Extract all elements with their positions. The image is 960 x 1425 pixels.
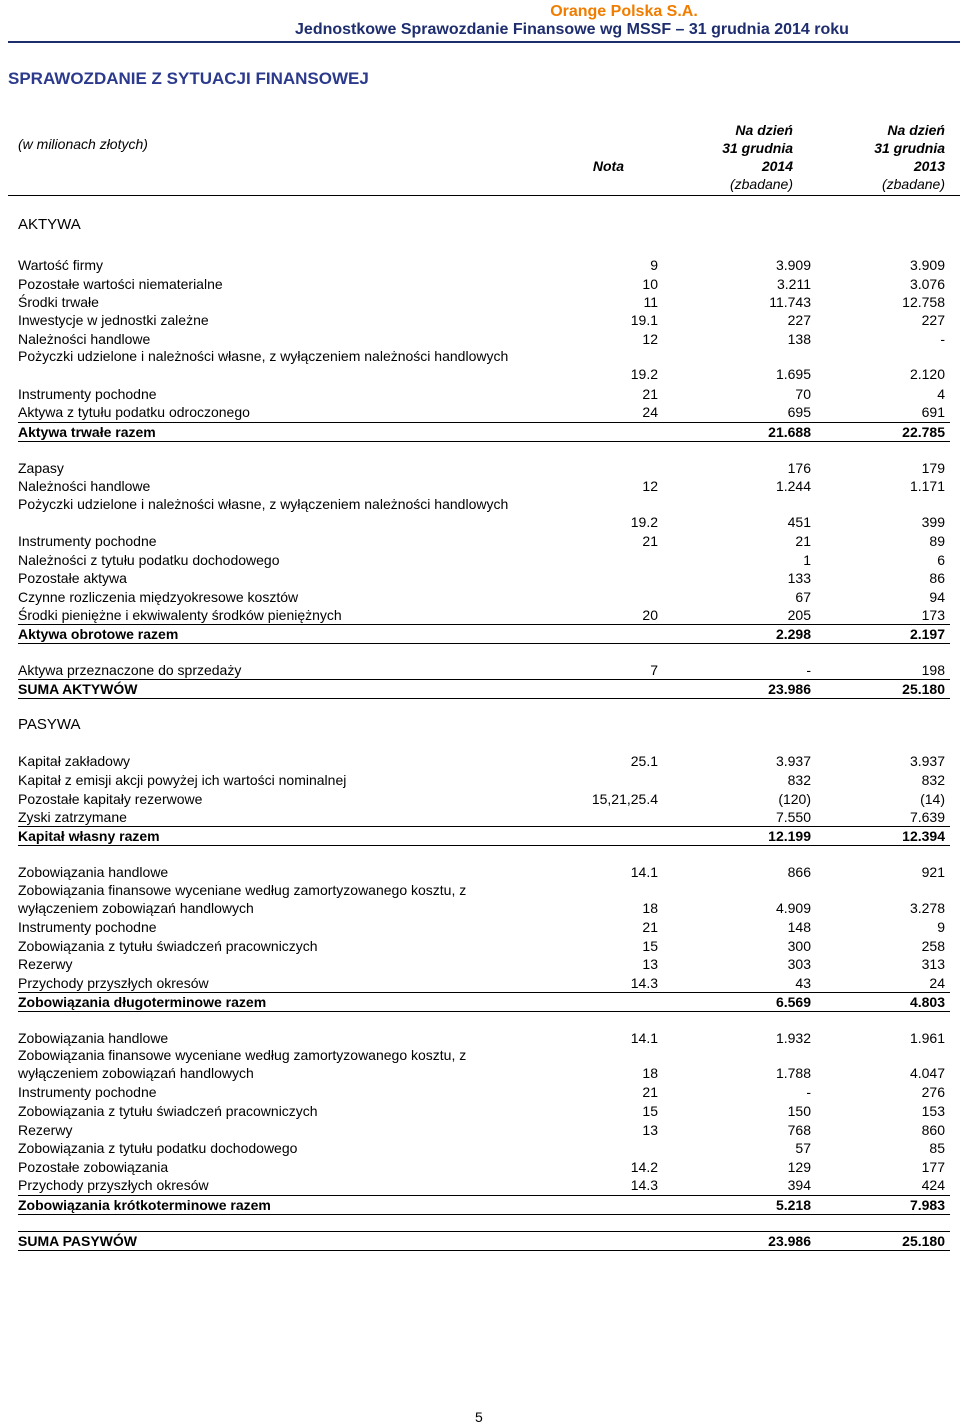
table-row	[18, 385, 950, 403]
total-row	[18, 992, 950, 1012]
row-label: Zobowiązania z tytułu świadczeń pracowniczych	[18, 1103, 318, 1119]
row-value-2013: (14)	[920, 791, 945, 807]
row-label: Instrumenty pochodne	[18, 919, 157, 935]
row-value-2013: 4.047	[909, 1065, 945, 1081]
column-headers	[8, 122, 952, 194]
table-row	[18, 1139, 950, 1157]
row-label: Pozostałe kapitały rezerwowe	[18, 791, 203, 807]
row-value-2014: 2.298	[775, 626, 811, 642]
table-row	[18, 459, 950, 477]
table-row	[18, 311, 950, 329]
row-value-2014: 1.932	[775, 1030, 811, 1046]
row-value-2013: 313	[921, 956, 945, 972]
row-note: 21	[642, 919, 658, 935]
row-value-2014: 832	[787, 772, 811, 788]
table-row	[18, 1158, 950, 1176]
row-value-2014: 129	[787, 1159, 811, 1175]
row-value-2014: 768	[787, 1122, 811, 1138]
row-value-2013: 3.937	[909, 753, 945, 769]
row-note: 19.2	[630, 514, 658, 530]
row-value-2013: 173	[921, 607, 945, 623]
table-row	[18, 863, 950, 881]
row-value-2013: 24	[929, 975, 945, 991]
table-row	[18, 256, 950, 274]
table-row	[18, 771, 950, 789]
row-value-2013: 7.983	[909, 1197, 945, 1213]
row-label: Aktywa trwałe razem	[18, 424, 156, 440]
total-row	[18, 1195, 950, 1215]
row-value-2014: 138	[787, 331, 811, 347]
table-row	[18, 808, 950, 826]
table-row	[18, 1046, 950, 1082]
row-value-2014: 11.743	[769, 294, 811, 310]
row-value-2014: 21.688	[768, 424, 811, 440]
row-value-2013: 3.076	[909, 276, 945, 292]
row-label: Inwestycje w jednostki zależne	[18, 312, 209, 328]
statement-title: SPRAWOZDANIE Z SYTUACJI FINANSOWEJ	[8, 69, 369, 88]
row-value-2013: 691	[921, 404, 945, 420]
table-row	[18, 347, 950, 383]
row-label: Kapitał zakładowy	[18, 753, 131, 769]
row-value-2013: 22.785	[902, 424, 945, 440]
row-value-2013: 1.961	[909, 1030, 945, 1046]
row-value-2013: 25.180	[902, 681, 945, 697]
table-row	[18, 293, 950, 311]
row-label: Rezerwy	[18, 956, 73, 972]
row-note: 14.1	[630, 1030, 658, 1046]
row-label: Należności z tytułu podatku dochodowego	[18, 552, 280, 568]
row-value-2014: -	[806, 662, 811, 678]
row-value-2013: 198	[921, 662, 945, 678]
row-label: Pożyczki udzielone i należności własne, z wyłączeniem należności handlowych	[18, 348, 509, 364]
row-label: Pozostałe wartości niematerialne	[18, 276, 223, 292]
row-label: Wartość firmy	[18, 257, 104, 273]
row-value-2014: -	[806, 1084, 811, 1100]
row-note: 19.1	[630, 312, 658, 328]
row-value-2014: 1.788	[775, 1065, 811, 1081]
row-note: 21	[642, 386, 658, 402]
row-label: Instrumenty pochodne	[18, 533, 157, 549]
row-value-2013: 276	[921, 1084, 945, 1100]
row-value-2013: 12.394	[902, 828, 945, 844]
table-row	[18, 495, 950, 531]
col2-line4: (zbadane)	[881, 176, 945, 192]
row-note: 10	[642, 276, 658, 292]
report-subtitle: Jednostkowe Sprawozdanie Finansowe wg MSSF – 31 grudnia 2014 roku	[295, 21, 849, 38]
row-value-2014: 23.986	[768, 681, 811, 697]
row-label: Zobowiązania handlowe	[18, 1030, 169, 1046]
company-name: Orange Polska S.A.	[550, 3, 698, 20]
row-value-2013: 94	[929, 589, 945, 605]
row-value-2013: 1.171	[909, 478, 945, 494]
row-value-2014: 133	[787, 570, 811, 586]
table-row	[18, 1121, 950, 1139]
row-label: Zobowiązania finansowe wyceniane według zamortyzowanego kosztu, z wyłączeniem zobowiązań handlowych	[18, 1047, 467, 1081]
row-note: 13	[642, 956, 658, 972]
row-value-2013: 227	[921, 312, 945, 328]
row-label: PASYWA	[18, 716, 81, 733]
row-note: 11	[643, 294, 658, 310]
row-value-2013: 258	[921, 938, 945, 954]
row-value-2013: 399	[921, 514, 945, 530]
row-label: AKTYWA	[18, 216, 81, 233]
row-note: 15,21,25.4	[591, 791, 658, 807]
table-row	[18, 569, 950, 587]
row-label: Aktywa przeznaczone do sprzedaży	[18, 662, 242, 678]
row-label: Instrumenty pochodne	[18, 1084, 157, 1100]
table-row	[18, 1102, 950, 1120]
row-value-2013: 9	[937, 919, 945, 935]
note-column-header: Nota	[592, 158, 624, 174]
row-note: 12	[642, 478, 658, 494]
row-value-2014: 695	[787, 404, 811, 420]
row-label: Kapitał z emisji akcji powyżej ich wartości nominalnej	[18, 772, 347, 788]
row-label: Zobowiązania krótkoterminowe razem	[18, 1197, 271, 1213]
row-value-2014: 394	[787, 1177, 811, 1193]
row-value-2014: 148	[787, 919, 811, 935]
row-value-2014: 57	[795, 1140, 811, 1156]
row-value-2013: 424	[921, 1177, 945, 1193]
row-note: 14.2	[630, 1159, 658, 1175]
row-value-2013: 2.197	[909, 626, 945, 642]
row-note: 21	[642, 533, 658, 549]
table-row	[18, 532, 950, 550]
table-row	[18, 1029, 950, 1047]
col1-line2: 31 grudnia	[722, 140, 793, 156]
row-note: 14.3	[630, 1177, 658, 1193]
row-value-2013: 4.803	[909, 994, 945, 1010]
row-value-2014: 67	[795, 589, 811, 605]
row-label: Pozostałe zobowiązania	[18, 1159, 169, 1175]
row-note: 18	[642, 900, 658, 916]
row-value-2014: 21	[795, 533, 811, 549]
row-value-2014: 7.550	[775, 809, 811, 825]
row-label: Zyski zatrzymane	[18, 809, 127, 825]
row-label: Instrumenty pochodne	[18, 386, 157, 402]
row-note: 24	[642, 404, 658, 420]
row-value-2013: 7.639	[909, 809, 945, 825]
row-label: Środki trwałe	[18, 294, 99, 310]
table-row	[18, 752, 950, 770]
row-label: Zobowiązania finansowe wyceniane według zamortyzowanego kosztu, z wyłączeniem zobowiązań handlowych	[18, 882, 467, 916]
row-value-2013: 4	[937, 386, 945, 402]
total-row	[18, 826, 950, 846]
row-label: Środki pieniężne i ekwiwalenty środków pieniężnych	[18, 607, 342, 623]
row-note: 7	[650, 662, 658, 678]
row-note: 15	[642, 1103, 658, 1119]
table-row	[18, 937, 950, 955]
row-label: Kapitał własny razem	[18, 828, 160, 844]
row-value-2014: 12.199	[768, 828, 811, 844]
table-row	[18, 551, 950, 569]
row-label: Pożyczki udzielone i należności własne, z wyłączeniem należności handlowych	[18, 496, 509, 512]
row-label: Aktywa z tytułu podatku odroczonego	[18, 404, 250, 420]
col2-line1: Na dzień	[887, 122, 945, 138]
row-value-2014: 3.211	[777, 276, 811, 292]
row-value-2014: 1.244	[775, 478, 811, 494]
row-value-2013: 860	[921, 1122, 945, 1138]
row-value-2013: 832	[921, 772, 945, 788]
row-label: Należności handlowe	[18, 331, 151, 347]
header-divider	[8, 41, 960, 43]
row-value-2014: 150	[787, 1103, 811, 1119]
row-label: SUMA AKTYWÓW	[18, 681, 138, 697]
table-row	[18, 330, 950, 348]
col2-line3: 2013	[913, 158, 945, 174]
section-heading	[18, 216, 950, 234]
page-number: 5	[475, 1409, 483, 1425]
table-row	[18, 275, 950, 293]
row-note: 15	[642, 938, 658, 954]
col1-line3: 2014	[761, 158, 793, 174]
table-row	[18, 1083, 950, 1101]
row-label: Zapasy	[18, 460, 64, 476]
row-value-2013: 25.180	[902, 1233, 945, 1249]
row-value-2014: 1	[803, 552, 811, 568]
row-value-2013: 89	[929, 533, 945, 549]
col1-line1: Na dzień	[735, 122, 793, 138]
row-value-2014: 1.695	[775, 366, 811, 382]
row-label: Zobowiązania z tytułu świadczeń pracowniczych	[18, 938, 318, 954]
unit-label: (w milionach złotych)	[18, 136, 148, 152]
row-value-2014: 205	[787, 607, 811, 623]
table-row	[18, 606, 950, 624]
row-value-2013: 12.758	[902, 294, 945, 310]
row-label: SUMA PASYWÓW	[18, 1233, 137, 1249]
total-row	[18, 422, 950, 442]
row-value-2014: 227	[787, 312, 811, 328]
row-label: Zobowiązania z tytułu podatku dochodowego	[18, 1140, 298, 1156]
row-note: 25.1	[630, 753, 658, 769]
table-row	[18, 955, 950, 973]
row-value-2013: 153	[921, 1103, 945, 1119]
row-label: Przychody przyszłych okresów	[18, 1177, 209, 1193]
row-value-2014: 6.569	[775, 994, 811, 1010]
section-heading	[18, 716, 950, 734]
row-value-2014: 3.909	[775, 257, 811, 273]
table-row	[18, 403, 950, 421]
table-row	[18, 477, 950, 495]
row-note: 12	[642, 331, 658, 347]
row-label: Zobowiązania długoterminowe razem	[18, 994, 267, 1010]
row-value-2014: 3.937	[775, 753, 811, 769]
row-value-2014: 866	[787, 864, 811, 880]
table-row	[18, 661, 950, 679]
row-value-2014: 303	[787, 956, 811, 972]
row-label: Przychody przyszłych okresów	[18, 975, 209, 991]
row-value-2014: 5.218	[775, 1197, 811, 1213]
row-value-2014: 43	[795, 975, 811, 991]
row-note: 21	[642, 1084, 658, 1100]
row-note: 18	[642, 1065, 658, 1081]
row-value-2013: 86	[929, 570, 945, 586]
table-row	[18, 918, 950, 936]
row-value-2014: 176	[787, 460, 811, 476]
row-note: 20	[642, 607, 658, 623]
table-row	[18, 588, 950, 606]
row-value-2013: 85	[929, 1140, 945, 1156]
row-value-2013: 3.909	[909, 257, 945, 273]
row-value-2013: 2.120	[909, 366, 945, 382]
row-value-2013: 3.278	[909, 900, 945, 916]
row-value-2014: (120)	[778, 791, 811, 807]
row-value-2014: 300	[787, 938, 811, 954]
row-label: Pozostałe aktywa	[18, 570, 127, 586]
row-value-2013: 6	[937, 552, 945, 568]
total-row	[18, 624, 950, 644]
row-label: Czynne rozliczenia międzyokresowe kosztów	[18, 589, 299, 605]
total-row	[18, 1231, 950, 1251]
row-label: Zobowiązania handlowe	[18, 864, 169, 880]
col1-line4: (zbadane)	[729, 176, 793, 192]
row-value-2014: 23.986	[768, 1233, 811, 1249]
row-value-2013: 921	[921, 864, 945, 880]
row-value-2013: -	[940, 331, 945, 347]
row-note: 9	[650, 257, 658, 273]
row-value-2014: 4.909	[775, 900, 811, 916]
row-value-2013: 179	[921, 460, 945, 476]
row-value-2014: 70	[795, 386, 811, 402]
row-note: 19.2	[630, 366, 658, 382]
column-header-divider	[8, 195, 960, 196]
total-row	[18, 679, 950, 699]
row-label: Aktywa obrotowe razem	[18, 626, 179, 642]
row-note: 13	[642, 1122, 658, 1138]
row-label: Należności handlowe	[18, 478, 151, 494]
row-note: 14.3	[630, 975, 658, 991]
row-value-2014: 451	[787, 514, 811, 530]
table-row	[18, 974, 950, 992]
row-label: Rezerwy	[18, 1122, 73, 1138]
table-row	[18, 881, 950, 917]
row-value-2013: 177	[921, 1159, 945, 1175]
col2-line2: 31 grudnia	[874, 140, 945, 156]
row-note: 14.1	[630, 864, 658, 880]
table-row	[18, 790, 950, 808]
table-row	[18, 1176, 950, 1194]
